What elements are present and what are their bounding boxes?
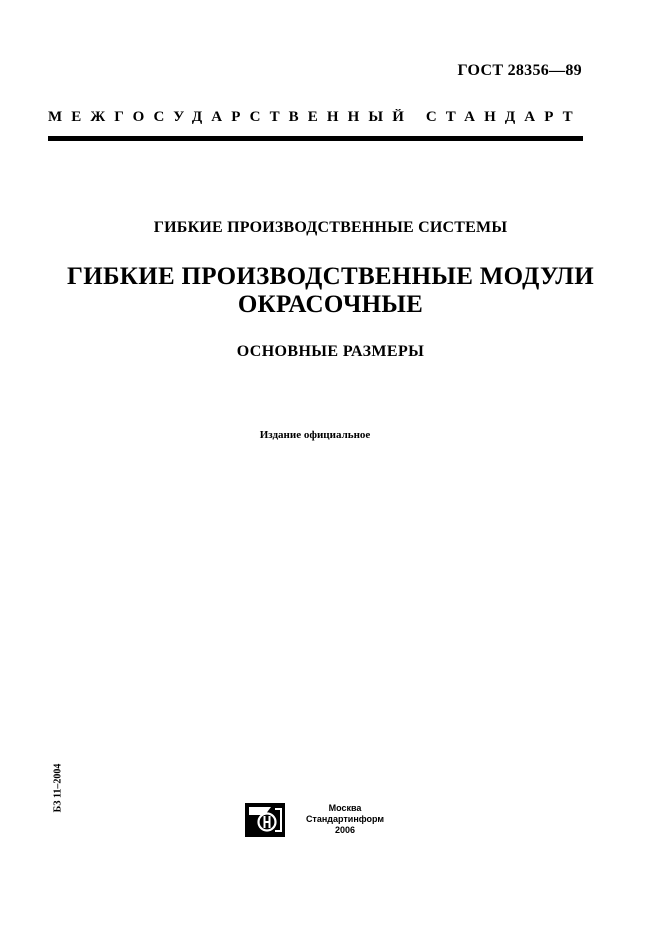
standartinform-logo-icon xyxy=(245,803,285,837)
main-title-line-1: ГИБКИЕ ПРОИЗВОДСТВЕННЫЕ МОДУЛИ xyxy=(67,263,594,290)
document-number: ГОСТ 28356—89 xyxy=(457,62,582,79)
edition-note: Издание официальное xyxy=(259,429,371,441)
publisher-block xyxy=(297,803,393,836)
publisher-city: Москва xyxy=(328,803,362,813)
document-category: МЕЖГОСУДАРСТВЕННЫЙ СТАНДАРТ xyxy=(48,109,582,125)
series-title: ГИБКИЕ ПРОИЗВОДСТВЕННЫЕ СИСТЕМЫ xyxy=(153,219,508,236)
side-code: БЗ 11–2004 xyxy=(52,763,64,813)
main-title xyxy=(0,263,661,319)
publisher-year: 2006 xyxy=(334,825,356,835)
publisher-name: Стандартинформ xyxy=(305,814,385,824)
subtitle: ОСНОВНЫЕ РАЗМЕРЫ xyxy=(236,343,425,360)
header-rule xyxy=(48,136,583,141)
main-title-line-2: ОКРАСОЧНЫЕ xyxy=(237,291,424,318)
